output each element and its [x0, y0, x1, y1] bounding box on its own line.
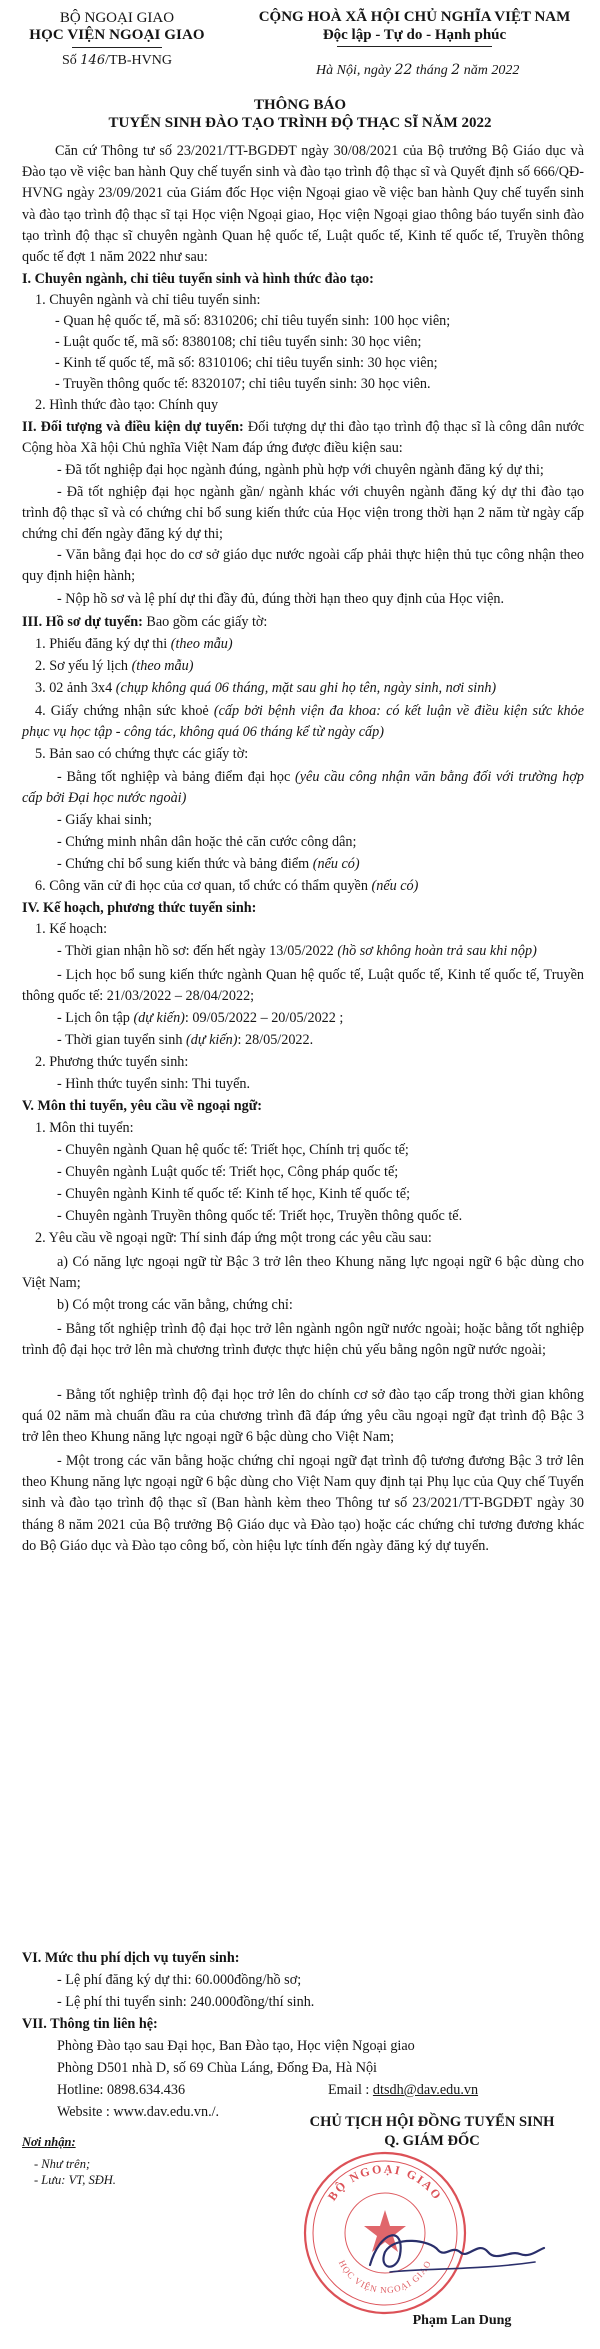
plan-entry: - Lịch học bổ sung kiến thức ngành Quan hệ quốc tế, Luật quốc tế, Kinh tế quốc tế, Truyền thông quốc tế: 21/03/2022 – 28/04/2022;	[22, 967, 584, 1005]
dossier-item	[35, 636, 233, 653]
condition-item: - Đã tốt nghiệp đại học ngành đúng, ngành phù hợp với chuyên ngành đăng ký dự thi;	[57, 462, 544, 478]
major-item: - Quan hệ quốc tế, mã số: 8310206; chỉ tiêu tuyển sinh: 100 học viên;	[55, 313, 451, 329]
date-month-label: tháng	[415, 63, 448, 78]
fee-item: - Lệ phí thi tuyển sinh: 240.000đồng/thí sinh.	[57, 1994, 315, 2010]
plan-entry-note: (hồ sơ không hoàn trả sau khi nộp)	[337, 943, 537, 959]
s1-item-1: 1. Chuyên ngành và chỉ tiêu tuyển sinh:	[35, 292, 261, 308]
dossier-sub-note: (nếu có)	[312, 856, 360, 872]
plan-entry-note: (dự kiến)	[186, 1032, 238, 1048]
email-line	[328, 2082, 478, 2099]
ministry-name: BỘ NGOẠI GIAO	[59, 10, 175, 26]
plan-entry	[57, 1010, 343, 1027]
plan-entry-note: (dự kiến)	[133, 1010, 185, 1026]
signer-name: Phạm Lan Dung	[412, 2313, 512, 2328]
major-item: - Kinh tế quốc tế, mã số: 8310106; chỉ tiêu tuyển sinh: 30 học viên;	[55, 355, 438, 371]
plan-item: 1. Kế hoạch:	[35, 921, 108, 937]
section-3-heading: III. Hồ sơ dự tuyển:	[22, 614, 143, 630]
plan-entry-text: - Thời gian nhận hồ sơ: đến hết ngày 13/05/2022	[57, 943, 334, 959]
contact-line: Phòng Đào tạo sau Đại học, Ban Đào tạo, Học viện Ngoại giao	[57, 2038, 415, 2054]
condition-item: - Nộp hồ sơ và lệ phí dự thi đầy đủ, đúng thời hạn theo quy định của Học viện.	[57, 591, 505, 607]
intro-paragraph: Căn cứ Thông tư số 23/2021/TT-BGDĐT ngày 30/08/2021 của Bộ trưởng Bộ Giáo dục và Đào tạo về việc ban hành Quy chế tuyển sinh và đào tạo trình độ thạc sĩ và Quyết định số 666/QĐ-HVNG ngày 23/09/2021 của Giám đốc Học viện Ngoại giao về việc ban hành Quy chế tuyển sinh và đào tạo trình độ thạc sĩ tại Học viện Ngoại giao, Học viện Ngoại giao thông báo tuyển sinh đào tạo trình độ thạc sĩ chuyên ngành Quan hệ quốc tế, Luật quốc tế, Kinh tế quốc tế, Truyền thông quốc tế đợt 1 năm 2022 như sau:	[22, 143, 584, 266]
exam-item: 1. Môn thi tuyển:	[35, 1120, 134, 1136]
section-1-heading: I. Chuyên ngành, chỉ tiêu tuyển sinh và hình thức đào tạo:	[22, 271, 374, 287]
issue-date	[316, 62, 586, 79]
recipient-item: - Lưu: VT, SĐH.	[34, 2173, 116, 2187]
dossier-sub-text: - Chứng chỉ bổ sung kiến thức và bảng điểm	[57, 856, 310, 872]
issuer-block	[22, 10, 212, 69]
dossier-item-note: (theo mẫu)	[170, 636, 233, 652]
national-motto: Độc lập - Tự do - Hạnh phúc	[322, 27, 507, 43]
section-3-heading-line	[22, 614, 267, 631]
plan-item: 2. Phương thức tuyển sinh:	[35, 1054, 189, 1070]
hotline: Hotline: 0898.634.436	[57, 2082, 186, 2098]
seal-text: BỘ NGOẠI GIAO	[324, 2161, 446, 2204]
plan-entry: - Hình thức tuyển sinh: Thi tuyển.	[57, 1076, 251, 1092]
dossier-item-note: (nếu có)	[371, 878, 419, 894]
s1-item-2: 2. Hình thức đào tạo: Chính quy	[35, 397, 219, 413]
date-day: 22	[394, 62, 413, 78]
plan-entry-text: - Lịch ôn tập	[57, 1010, 130, 1026]
email-link[interactable]: dtsdh@dav.edu.vn	[372, 2082, 479, 2098]
number-handwritten: 146	[80, 53, 106, 68]
signer-title-1: CHỦ TỊCH HỘI ĐỒNG TUYỂN SINH	[309, 2114, 555, 2130]
dossier-item	[35, 878, 418, 895]
document-number	[22, 52, 212, 69]
dossier-sub-item	[22, 767, 584, 809]
issuer-divider	[72, 47, 162, 48]
dossier-sub-text: - Bằng tốt nghiệp và bảng điểm đại học	[57, 769, 291, 785]
dossier-item-text: 1. Phiếu đăng ký dự thi	[35, 636, 168, 652]
recipient-item: - Như trên;	[34, 2157, 91, 2171]
handwritten-signature	[360, 2210, 550, 2290]
dossier-item-note: (theo mẫu)	[131, 658, 194, 674]
dossier-item-text: 2. Sơ yếu lý lịch	[35, 658, 129, 674]
date-prefix: Hà Nội, ngày	[316, 63, 392, 78]
republic-name: CỘNG HOÀ XÃ HỘI CHỦ NGHĨA VIỆT NAM	[258, 9, 571, 25]
exam-subject: - Chuyên ngành Luật quốc tế: Triết học, Công pháp quốc tế;	[57, 1164, 399, 1180]
national-header	[242, 8, 587, 47]
notice-subtitle: TUYỂN SINH ĐÀO TẠO TRÌNH ĐỘ THẠC SĨ NĂM 2022	[108, 115, 492, 131]
section-2-intro	[22, 417, 584, 459]
signer-title	[282, 2113, 582, 2151]
plan-entry-date: : 28/05/2022.	[237, 1032, 314, 1048]
contact-line: Phòng D501 nhà D, số 69 Chùa Láng, Đống Đa, Hà Nội	[57, 2060, 377, 2076]
dossier-item-note: (cấp bởi bệnh viện đa khoa: có kết luận về điều kiện sức khỏe phục vụ học tập - công tác, không quá 06 tháng kể từ ngày cấp)	[22, 703, 585, 741]
exam-subject: - Chuyên ngành Kinh tế quốc tế: Kinh tế học, Kinh tế quốc tế;	[57, 1186, 411, 1202]
major-item: - Truyền thông quốc tế: 8320107; chỉ tiêu tuyển sinh: 30 học viên.	[55, 376, 431, 392]
date-year: năm 2022	[463, 63, 520, 78]
date-month: 2	[451, 62, 461, 78]
dossier-sub-note: (yêu cầu công nhận văn bằng đối với trường hợp cấp bởi Đại học nước ngoài)	[22, 769, 585, 807]
plan-entry-date: : 09/05/2022 – 20/05/2022 ;	[184, 1010, 344, 1026]
condition-item: - Văn bằng đại học do cơ sở giáo dục nước ngoài cấp phải thực hiện thủ tục công nhận theo quy định hiện hành;	[22, 547, 584, 585]
plan-entry	[57, 1032, 313, 1049]
section-2-intro-text: Đối tượng dự thi đào tạo trình độ thạc sĩ là công dân nước Cộng hòa Xã hội Chủ nghĩa Việt Nam đáp ứng được điều kiện sau:	[22, 419, 585, 457]
exam-subject: - Chuyên ngành Truyền thông quốc tế: Triết học, Truyền thông quốc tế.	[57, 1208, 463, 1224]
signer-title-2: Q. GIÁM ĐỐC	[384, 2133, 480, 2149]
section-2-heading: II. Đối tượng và điều kiện dự tuyển:	[22, 419, 244, 435]
language-option-b: b) Có một trong các văn bằng, chứng chỉ:	[57, 1297, 293, 1313]
svg-text:BỘ NGOẠI GIAO	[325, 2162, 445, 2203]
plan-entry	[57, 943, 537, 960]
academy-name: HỌC VIỆN NGOẠI GIAO	[29, 27, 205, 43]
plan-entry-text: - Thời gian tuyển sinh	[57, 1032, 183, 1048]
website[interactable]: Website : www.dav.edu.vn./.	[57, 2104, 220, 2120]
email-label: Email :	[328, 2082, 370, 2098]
section-5-heading: V. Môn thi tuyển, yêu cầu về ngoại ngữ:	[22, 1098, 263, 1114]
dossier-item-text: 3. 02 ảnh 3x4	[35, 680, 113, 696]
section-7-heading: VII. Thông tin liên hệ:	[22, 2016, 158, 2032]
language-requirement: 2. Yêu cầu về ngoại ngữ: Thí sinh đáp ứng một trong các yêu cầu sau:	[35, 1230, 432, 1246]
dossier-item	[22, 701, 584, 743]
section-3-intro: Bao gồm các giấy tờ:	[146, 614, 268, 630]
exam-subject: - Chuyên ngành Quan hệ quốc tế: Triết học, Chính trị quốc tế;	[57, 1142, 409, 1158]
section-6-heading: VI. Mức thu phí dịch vụ tuyển sinh:	[22, 1950, 240, 1966]
dossier-item-note: (chụp không quá 06 tháng, mặt sau ghi họ tên, ngày sinh, nơi sinh)	[115, 680, 497, 696]
language-option-b-item: - Một trong các văn bằng hoặc chứng chỉ ngoại ngữ đạt trình độ tương đương Bậc 3 trở lên theo Khung năng lực ngoại ngữ 6 bậc dùng cho Việt Nam quy định tại Phụ lục của Quy chế Tuyển sinh và đào tạo trình độ thạc sĩ (Ban hành kèm theo Thông tư số 23/2021/TT-BGDĐT ngày 30 tháng 8 năm 2021 của Bộ trưởng Bộ Giáo dục và Đào tạo) hoặc các chứng chỉ tương đương khác do Bộ Giáo dục và Đào tạo công bố, còn hiệu lực tính đến ngày đăng ký dự tuyển.	[22, 1453, 584, 1554]
recipients-label: Nơi nhận:	[22, 2135, 76, 2149]
dossier-item-text: 4. Giấy chứng nhận sức khoẻ	[35, 703, 209, 719]
major-item: - Luật quốc tế, mã số: 8380108; chỉ tiêu tuyển sinh: 30 học viên;	[55, 334, 422, 350]
language-option-b-item: - Bằng tốt nghiệp trình độ đại học trở lên ngành ngôn ngữ nước ngoài; hoặc bằng tốt nghiệp trình độ đại học trở lên mà chương trình được thực hiện chủ yếu bằng ngôn ngữ nước ngoài;	[22, 1321, 584, 1359]
motto-divider	[337, 46, 492, 47]
number-prefix: Số	[61, 53, 77, 68]
number-suffix: /TB-HVNG	[105, 53, 172, 68]
recipients	[22, 2134, 116, 2188]
dossier-item: 5. Bản sao có chứng thực các giấy tờ:	[35, 746, 249, 762]
dossier-sub-item	[57, 856, 360, 873]
dossier-item-text: 6. Công văn cử đi học của cơ quan, tổ chức có thẩm quyền	[35, 878, 368, 894]
language-option-b-item: - Bằng tốt nghiệp trình độ đại học trở lên do chính cơ sở đào tạo cấp trong thời gian không quá 02 năm mà chuẩn đầu ra của chương trình đã đáp ứng yêu cầu ngoại ngữ đạt trình độ Bậc 3 trở lên theo Khung năng lực ngoại ngữ 6 bậc dùng cho Việt Nam;	[22, 1387, 584, 1446]
seal-inner-text: HỌC VIỆN NGOẠI GIAO	[336, 2258, 434, 2296]
dossier-item	[35, 658, 193, 675]
section-4-heading: IV. Kế hoạch, phương thức tuyển sinh:	[22, 900, 257, 916]
notice-title: THÔNG BÁO	[253, 97, 347, 113]
dossier-item	[35, 680, 496, 697]
dossier-sub-item: - Chứng minh nhân dân hoặc thẻ căn cước công dân;	[57, 834, 357, 850]
condition-item: - Đã tốt nghiệp đại học ngành gần/ ngành khác với chuyên ngành đăng ký dự thi đào tạo trình độ thạc sĩ và có chứng chỉ bổ sung kiến thức của Học viện trong thời hạn 2 năm từ ngày cấp chứng chỉ đến ngày đăng ký dự thi;	[22, 484, 584, 543]
dossier-sub-item: - Giấy khai sinh;	[57, 812, 152, 828]
fee-item: - Lệ phí đăng ký dự thi: 60.000đồng/hồ sơ;	[57, 1972, 302, 1988]
language-option-a: a) Có năng lực ngoại ngữ từ Bậc 3 trở lên theo Khung năng lực ngoại ngữ 6 bậc dùng cho Việt Nam;	[22, 1254, 584, 1292]
